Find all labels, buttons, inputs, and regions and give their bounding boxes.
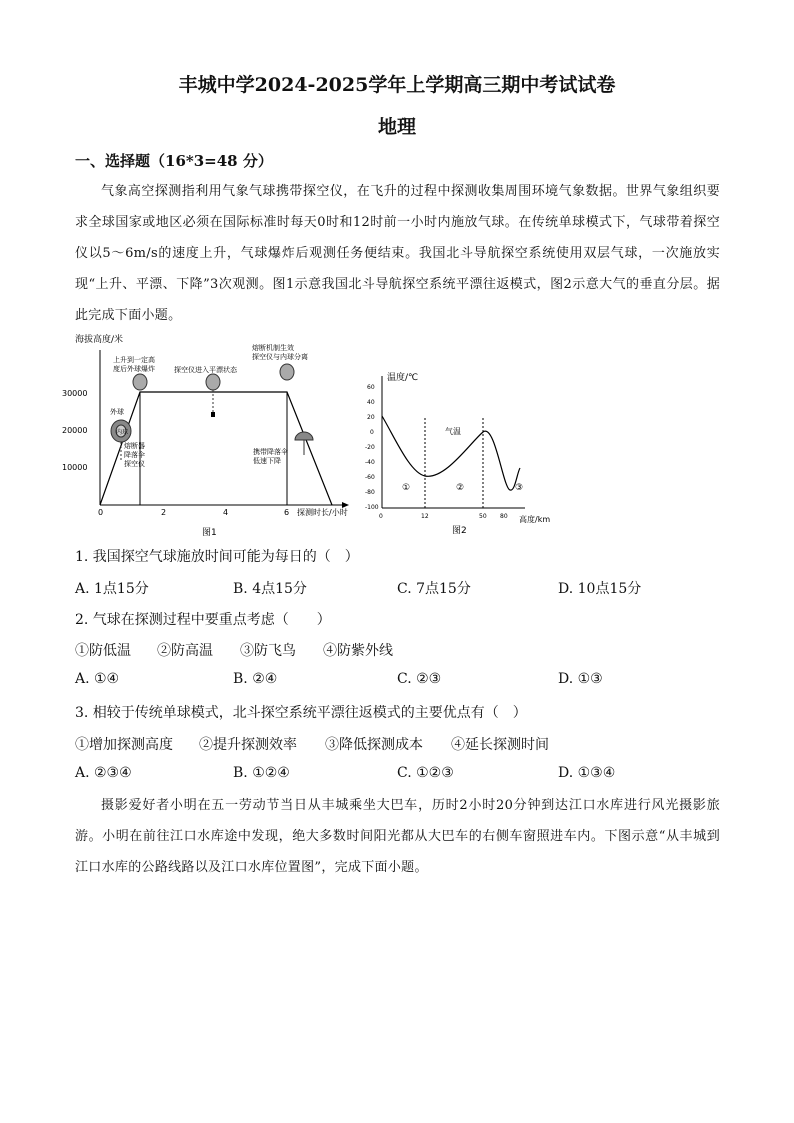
question-2-item: ③防飞鸟 — [240, 643, 296, 659]
fig1-xtick: 0 — [98, 508, 104, 517]
fig2-ytick: 0 — [370, 429, 374, 436]
fig2-curve-label: 气温 — [445, 427, 461, 436]
fig2-ytick: 60 — [367, 384, 375, 391]
fig1-ytick: 30000 — [62, 389, 88, 398]
section-heading: 一、选择题（16*3=48 分） — [75, 152, 273, 170]
question-2-option-a[interactable]: A. ①④ — [75, 671, 120, 687]
fig2-ylabel: 温度/℃ — [387, 373, 419, 383]
fig2-ytick: 20 — [367, 414, 375, 421]
fig2-xtick: 50 — [479, 513, 487, 520]
question-3-option-b[interactable]: B. ①②④ — [233, 765, 290, 781]
fig1-ytick: 20000 — [62, 426, 88, 435]
fig1-label-fuse: 熔断机制生效探空仪与内球分离 — [252, 344, 308, 361]
balloon-icon — [280, 364, 294, 380]
question-3-stem: 3. 相较于传统单球模式，北斗探空系统平漂往返模式的主要优点有（ ） — [75, 705, 527, 721]
balloon-icon — [206, 374, 220, 390]
fig2-ytick: -60 — [365, 474, 375, 481]
fig1-label-fuse2: 熔断器降落伞探空仪 — [124, 442, 145, 468]
fig2-xtick: 12 — [421, 513, 429, 520]
question-3-option-d[interactable]: D. ①③④ — [558, 765, 616, 781]
question-3-item: ④延长探测时间 — [451, 737, 549, 753]
fig1-caption: 图1 — [202, 528, 217, 538]
fig1-label-inner: 内球 — [116, 429, 129, 436]
fig2-ytick: 40 — [367, 399, 375, 406]
fig1-label-burst: 上升到一定高度后外球爆炸 — [113, 356, 155, 373]
fig2-caption: 图2 — [452, 526, 467, 536]
subject-title: 地理 — [377, 116, 416, 138]
fig2-ytick: -20 — [365, 444, 375, 451]
question-1-option-a[interactable]: A. 1点15分 — [75, 581, 149, 597]
fig1-xtick: 2 — [161, 508, 167, 517]
question-1-stem: 1. 我国探空气球施放时间可能为每日的（ ） — [75, 549, 359, 565]
question-2-item: ②防高温 — [157, 643, 213, 659]
question-2-item: ①防低温 — [75, 643, 131, 659]
fig1-label-outer: 外球 — [110, 408, 124, 416]
parachute-icon — [295, 432, 313, 440]
intro-paragraph-2: 摄影爱好者小明在五一劳动节当日从丰城乘坐大巴车，历时2小时20分钟到达江口水库进行风光摄影旅游。小明在前往江口水库途中发现，绝大多数时间阳光都从大巴车的右侧车窗照进车内。下图示意“从丰城到江口水库的公路线路以及江口水库位置图”，完成下面小题。 — [75, 798, 720, 875]
question-3-option-a[interactable]: A. ②③④ — [75, 765, 132, 781]
fig1-xtick: 6 — [284, 508, 290, 517]
fig1-ytick: 10000 — [62, 463, 88, 472]
question-2-item: ④防紫外线 — [323, 643, 393, 659]
fig1-xtick: 4 — [223, 508, 229, 517]
balloon-icon — [133, 374, 147, 390]
fig1-ylabel: 海拔高度/米 — [75, 335, 124, 345]
fig2-xtick: 80 — [500, 513, 508, 520]
question-3-option-c[interactable]: C. ①②③ — [397, 765, 454, 781]
fig2-ytick: -40 — [365, 459, 375, 466]
question-1-option-d[interactable]: D. 10点15分 — [558, 581, 642, 597]
figure-2 — [365, 368, 570, 538]
fig2-ytick: -100 — [365, 504, 379, 511]
figure-1 — [60, 330, 360, 540]
question-3-item: ②提升探测效率 — [199, 737, 297, 753]
fig2-xtick: 0 — [379, 513, 383, 520]
question-2-option-c[interactable]: C. ②③ — [397, 671, 442, 687]
fig2-xlabel: 高度/km — [519, 515, 551, 524]
question-1-option-b[interactable]: B. 4点15分 — [233, 581, 307, 597]
intro-paragraph-1: 气象高空探测指利用气象气球携带探空仪，在飞升的过程中探测收集周围环境气象数据。世界气象组织要求全球国家或地区必须在国际标准时每天0时和12时前一小时内施放气球。在传统单球模式下，气球带着探空仪以5～6m/s的速度上升，气球爆炸后观测任务便结束。我国北斗导航探空系统使用双层气球，一次施放实现“上升、平漂、下降”3次观测。图1示意我国北斗导航探空系统平漂往返模式，图2示意大气的垂直分层。据此完成下面小题。 — [75, 184, 720, 323]
question-2-option-b[interactable]: B. ②④ — [233, 671, 278, 687]
fig2-layer-3: ③ — [515, 483, 524, 493]
fig2-ytick: -80 — [365, 489, 375, 496]
fig1-label-float: 探空仪进入平漂状态 — [174, 366, 237, 374]
fig2-layer-2: ② — [456, 483, 465, 493]
question-2-stem: 2. 气球在探测过程中要重点考虑（ ） — [75, 612, 331, 628]
fig1-xlabel: 探测时长/小时 — [297, 508, 348, 517]
fig1-label-parachute: 携带降落伞低速下降 — [253, 448, 288, 465]
exam-title: 丰城中学2024-2025学年上学期高三期中考试试卷 — [178, 74, 616, 96]
question-2-option-d[interactable]: D. ①③ — [558, 671, 603, 687]
question-3-item: ③降低探测成本 — [325, 737, 423, 753]
question-1-option-c[interactable]: C. 7点15分 — [397, 581, 471, 597]
fig2-layer-1: ① — [402, 483, 411, 493]
question-3-item: ①增加探测高度 — [75, 737, 173, 753]
